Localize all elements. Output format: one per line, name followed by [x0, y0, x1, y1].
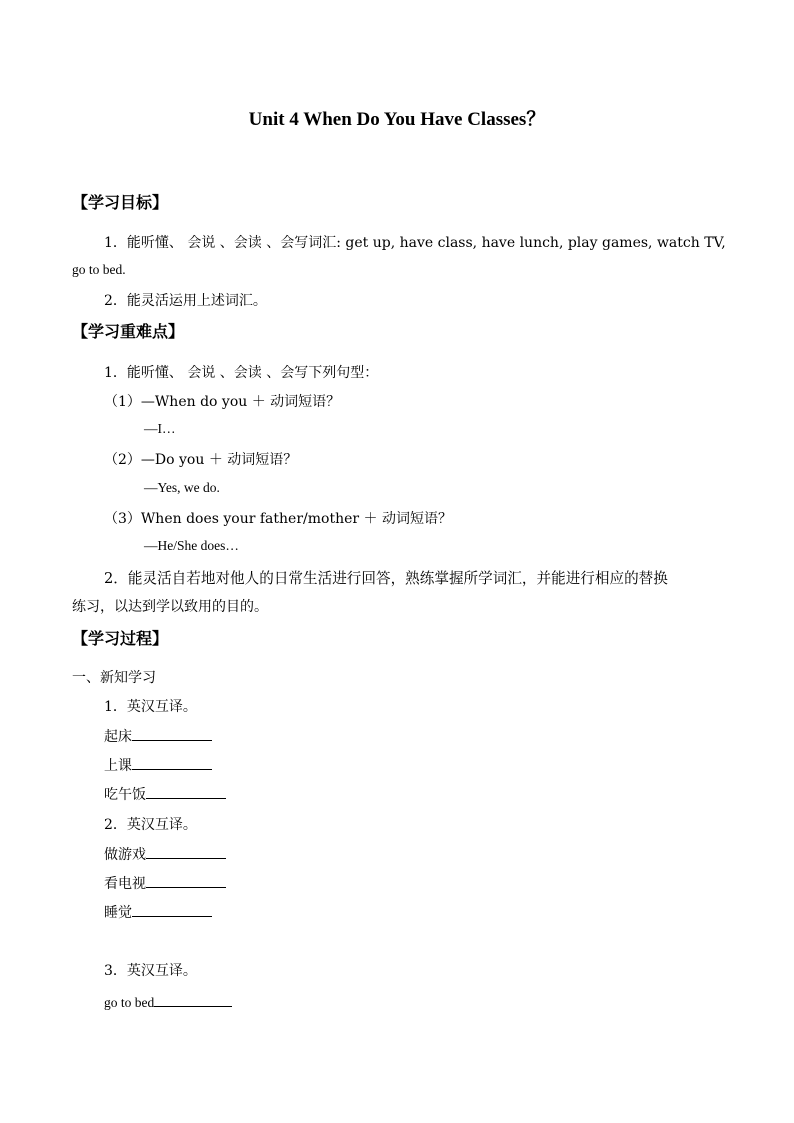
exercise-2-title: 2．英汉互译。 [104, 817, 197, 833]
process-heading: 【学习过程】 [72, 629, 169, 648]
pattern-2-question: （2）—Do you ＋ 动词短语？ [104, 452, 298, 468]
key-points-item-2: 2．能灵活自若地对他人的日常生活进行回答，熟练掌握所学词汇，并能进行相应的替换 [104, 570, 668, 587]
answer-blank[interactable] [146, 844, 226, 859]
answer-blank[interactable] [146, 784, 226, 799]
exercise-2-item-1: 做游戏 [104, 844, 226, 864]
objectives-item-1-cont: go to bed. [72, 262, 126, 277]
pattern-1-answer: —I… [144, 421, 176, 436]
answer-blank[interactable] [154, 992, 232, 1007]
pattern-3-question: （3）When does your father/mother ＋ 动词短语？ [104, 511, 452, 527]
key-points-item-2-cont: 练习，以达到学以致用的目的。 [72, 599, 268, 615]
exercise-1-item-3: 吃午饭 [104, 784, 226, 804]
objectives-item-1: 1．能听懂、 会说 、会读 、会写词汇: get up, have class, have lunch, play games, watch TV, [104, 235, 726, 251]
pattern-3-answer: —He/She does… [144, 538, 239, 553]
answer-blank[interactable] [132, 755, 212, 770]
exercise-2-item-3: 睡觉 [104, 902, 212, 922]
answer-blank[interactable] [146, 873, 226, 888]
process-part-1: 一、新知学习 [72, 670, 156, 686]
objectives-heading: 【学习目标】 [72, 193, 169, 212]
exercise-1-item-1: 起床 [104, 726, 212, 746]
exercise-2-item-2: 看电视 [104, 873, 226, 893]
exercise-3-title: 3．英汉互译。 [104, 963, 197, 979]
answer-blank[interactable] [132, 726, 212, 741]
answer-blank[interactable] [132, 902, 212, 917]
key-points-item-1: 1．能听懂、 会说 、会读 、会写下列句型： [104, 365, 379, 381]
exercise-1-item-2: 上课 [104, 755, 212, 775]
pattern-1-question: （1）—When do you ＋ 动词短语？ [104, 394, 341, 410]
page-title: Unit 4 When Do You Have Classes？ [248, 109, 546, 130]
exercise-3-item-1: go to bed [104, 992, 232, 1011]
exercise-1-title: 1．英汉互译。 [104, 699, 197, 715]
objectives-item-2: 2．能灵活运用上述词汇。 [104, 293, 267, 309]
pattern-2-answer: —Yes, we do. [144, 480, 220, 495]
key-points-heading: 【学习重难点】 [72, 322, 185, 341]
